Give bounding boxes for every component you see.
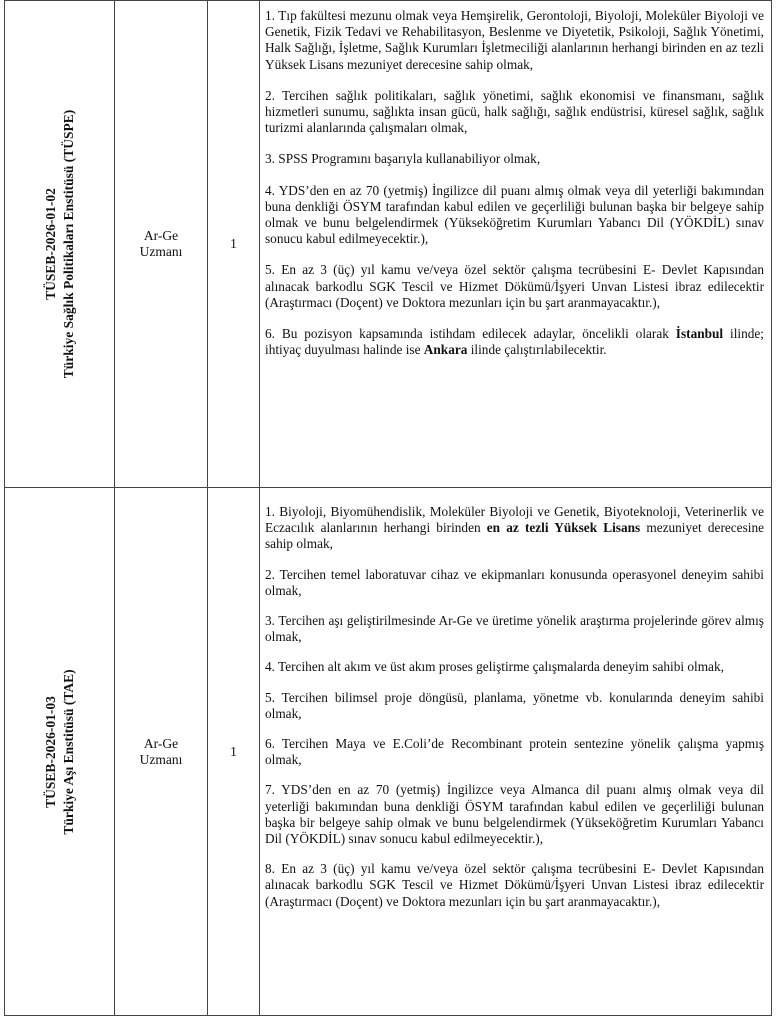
- city-ankara: Ankara: [423, 342, 468, 358]
- requirement-emphasis: en az tezli Yüksek Lisans: [486, 520, 641, 536]
- position-title-cell: [115, 488, 208, 1016]
- position-title-line1: Ar-Ge: [143, 228, 179, 243]
- position-code-vertical: [42, 110, 78, 379]
- requirement-item: 8. En az 3 (üç) yıl kamu ve/veya özel sektör çalışma tecrübesini E- Devlet Kapısından alınacak barkodlu SGK Tescil ve Hizmet Dökümü/İşyeri Unvan Listesi ibraz edilecektir (Araştırmacı (Doçent) ve Doktora mezunları için bu şart aranmayacaktır.),: [265, 861, 764, 909]
- requirements-cell: [260, 1, 772, 488]
- positions-table: [4, 0, 772, 1016]
- requirement-item: 3. SPSS Programını başarıyla kullanabiliyor olmak,: [265, 151, 541, 167]
- requirement-item: 5. En az 3 (üç) yıl kamu ve/veya özel sektör çalışma tecrübesini E- Devlet Kapısından alınacak barkodlu SGK Tescil ve Hizmet Dökümü/İşyeri Unvan Listesi ibraz edilecektir (Araştırmacı (Doçent) ve Doktora mezunları için bu şart aranmayacaktır.),: [265, 262, 764, 310]
- position-count: 1: [230, 743, 237, 759]
- position-code-cell: [5, 488, 115, 1016]
- position-title-line2: Uzmanı: [139, 244, 183, 259]
- institute-name: Türkiye Aşı Enstitüsü (TAE): [60, 668, 76, 835]
- position-code: TÜSEB-2026-01-02: [42, 188, 58, 300]
- position-count-cell: [208, 1, 260, 488]
- requirement-item: 7. YDS’den en az 70 (yetmiş) İngilizce veya Almanca dil puanı almış olmak veya dil yeterliği bakımından buna denkliği ÖSYM tarafından kabul edilen ve geçerliliği bulunan başka bir belgeye sahip olmak ve bunu belgelendirmek (Yükseköğretim Kurumları Yabancı Dil (YÖKDİL) sınav sonucu kabul edilmeyecektir.),: [265, 782, 764, 847]
- position-title-line1: Ar-Ge: [143, 735, 179, 751]
- requirement-item: 4. Tercihen alt akım ve üst akım proses geliştirme çalışmalarda deneyim sahibi olmak,: [265, 659, 724, 675]
- requirement-text: ilinde çalıştırılabilecektir.: [467, 342, 607, 358]
- requirement-item: [265, 326, 764, 358]
- institute-name: Türkiye Sağlık Politikaları Enstitüsü (TÜSPE): [60, 109, 76, 379]
- document-page: [4, 0, 771, 1016]
- table-row: [5, 488, 772, 1016]
- requirement-item: 6. Tercihen Maya ve E.Coli’de Recombinant protein sentezine yönelik çalışma yapmış olmak,: [265, 736, 764, 768]
- requirement-text: 1. Biyoloji, Biyomühendislik, Moleküler Biyoloji ve Genetik, Biyoteknoloji, Veterinerlik ve Eczacılık alanlarının herhangi birinden: [265, 504, 764, 536]
- requirement-item: 1. Tıp fakültesi mezunu olmak veya Hemşirelik, Gerontoloji, Biyoloji, Moleküler Biyoloji ve Genetik, Fizik Tedavi ve Rehabilitasyon, Beslenme ve Diyetetik, Psikoloji, Sağlık Yönetimi, Halk Sağlığı, İşletme, Sağlık Kurumları İşletmeciliği alanlarının herhangi birinden en az tezli Yüksek Lisans mezuniyet derecesine sahip olmak,: [265, 8, 764, 72]
- position-code-cell: [5, 1, 115, 488]
- position-code-vertical: [42, 669, 78, 834]
- table-row: [5, 1, 772, 488]
- position-title-cell: [115, 1, 208, 488]
- requirement-item: 3. Tercihen aşı geliştirilmesinde Ar-Ge ve üretime yönelik araştırma projelerinde görev almış olmak,: [265, 613, 764, 645]
- position-count: 1: [230, 236, 237, 251]
- requirement-item: 2. Tercihen temel laboratuvar cihaz ve ekipmanları konusunda operasyonel deneyim sahibi olmak,: [265, 566, 764, 598]
- requirement-item: 4. YDS’den en az 70 (yetmiş) İngilizce dil puanı almış olmak veya dil yeterliği bakımından buna denkliği ÖSYM tarafından kabul edilen ve geçerliliği bulunan başka bir belgeye sahip olmak ve bunu belgelendirmek (Yükseköğretim Kurumları Yabancı Dil (YÖKDİL) sınav sonucu kabul edilmeyecektir.),: [265, 182, 764, 247]
- requirement-item: [265, 504, 764, 553]
- position-code: TÜSEB-2026-01-03: [42, 695, 58, 808]
- requirement-text: mezuniyet derecesine sahip olmak,: [265, 520, 764, 552]
- requirement-item: 5. Tercihen bilimsel proje döngüsü, planlama, yönetme vb. konularında deneyim sahibi olmak,: [265, 689, 764, 721]
- city-istanbul: İstanbul: [675, 326, 724, 342]
- requirement-item: 2. Tercihen sağlık politikaları, sağlık yönetimi, sağlık ekonomisi ve finansmanı, sağlık hizmetleri sunumu, sağlıkta insan gücü, halk sağlığı, sağlık endüstrisi, küresel sağlık, sağlık turizmi alanlarında çalışmaları olmak,: [265, 87, 764, 136]
- position-title-line2: Uzmanı: [139, 751, 183, 767]
- requirements-cell: [260, 488, 772, 1016]
- requirement-text: 6. Bu pozisyon kapsamında istihdam edilecek adaylar, öncelikli olarak: [265, 326, 676, 342]
- position-count-cell: [208, 488, 260, 1016]
- requirement-text: ilinde; ihtiyaç duyulması halinde ise: [265, 326, 764, 358]
